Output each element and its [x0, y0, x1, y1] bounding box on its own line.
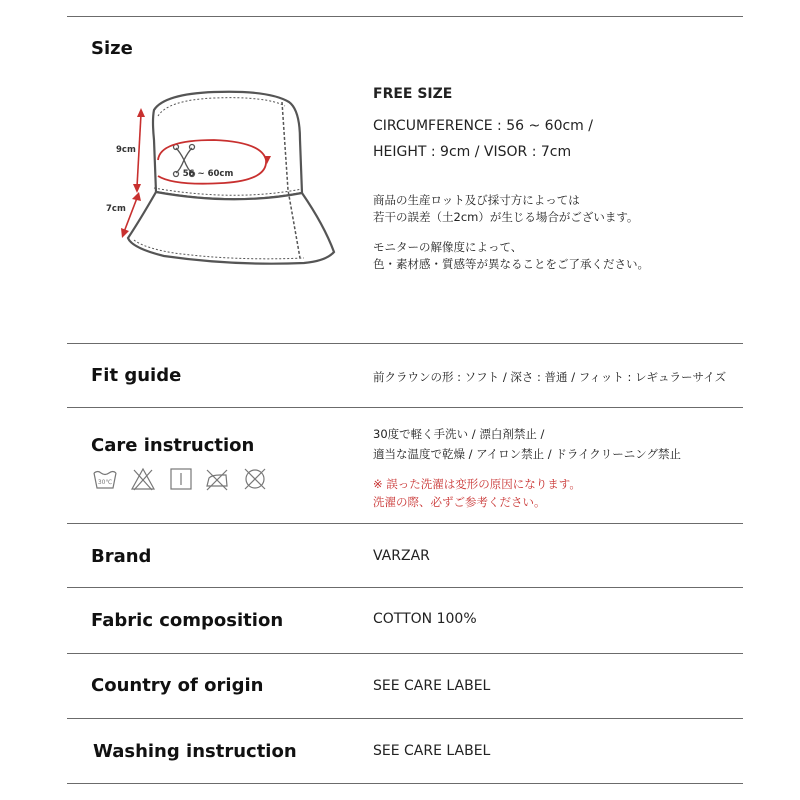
divider-care	[67, 523, 743, 524]
fit-guide-value: 前クラウンの形 : ソフト / 深さ : 普通 / フィット : レギュラーサイズ	[373, 370, 727, 384]
care-line-2: 適当な温度で乾燥 / アイロン禁止 / ドライクリーニング禁止	[373, 447, 682, 461]
care-warning-2: 洗濯の際、必ずご参考ください。	[373, 495, 546, 509]
hat-size-diagram	[104, 80, 354, 280]
size-note-3: モニターの解像度によって、	[373, 240, 523, 254]
size-note-4: 色・素材感・質感等が異なることをご了承ください。	[373, 257, 649, 271]
size-height-visor: HEIGHT : 9cm / VISOR : 7cm	[373, 144, 572, 160]
fabric-label: Fabric composition	[91, 610, 284, 631]
care-warning-1: ※ 誤った洗濯は変形の原因になります。	[373, 477, 581, 491]
brand-value: VARZAR	[373, 548, 430, 564]
fabric-value: COTTON 100%	[373, 611, 477, 627]
care-line-1: 30度で軽く手洗い / 漂白剤禁止 /	[373, 427, 545, 441]
brand-label: Brand	[91, 546, 152, 567]
size-label: Size	[91, 38, 133, 59]
hat-brim	[128, 192, 334, 264]
circumference-label: 56 ~ 60cm	[182, 169, 234, 179]
no-dry-clean-icon	[242, 466, 268, 492]
divider-fit	[67, 407, 743, 408]
size-circumference: CIRCUMFERENCE : 56 ~ 60cm /	[373, 118, 593, 134]
origin-value: SEE CARE LABEL	[373, 678, 491, 694]
height-label: 9cm	[116, 145, 136, 155]
visor-arrow-top	[132, 192, 141, 201]
size-heading: FREE SIZE	[373, 86, 453, 102]
height-arrow-top	[137, 108, 145, 117]
divider-fabric	[67, 653, 743, 654]
washing-label: Washing instruction	[93, 741, 297, 762]
height-arrow-line	[137, 114, 141, 187]
divider-size	[67, 343, 743, 344]
visor-label: 7cm	[106, 204, 126, 214]
size-note-1: 商品の生産ロット及び採寸方によっては	[373, 193, 580, 207]
hand-wash-30-icon	[92, 466, 118, 492]
size-note-2: 若干の誤差（土2cm）が生じる場合がございます。	[373, 210, 639, 224]
dry-icon	[168, 466, 194, 492]
divider-brand	[67, 587, 743, 588]
no-bleach-icon	[130, 466, 156, 492]
no-iron-icon	[204, 466, 230, 492]
divider-bottom	[67, 783, 743, 784]
washing-value: SEE CARE LABEL	[373, 743, 491, 759]
care-icons	[92, 466, 268, 492]
fit-guide-label: Fit guide	[91, 365, 182, 386]
svg-text:30℃: 30℃	[97, 479, 113, 486]
height-arrow-bottom	[133, 184, 141, 193]
care-instruction-label: Care instruction	[91, 435, 255, 456]
divider-top	[67, 16, 743, 17]
origin-label: Country of origin	[91, 675, 264, 696]
divider-origin	[67, 718, 743, 719]
